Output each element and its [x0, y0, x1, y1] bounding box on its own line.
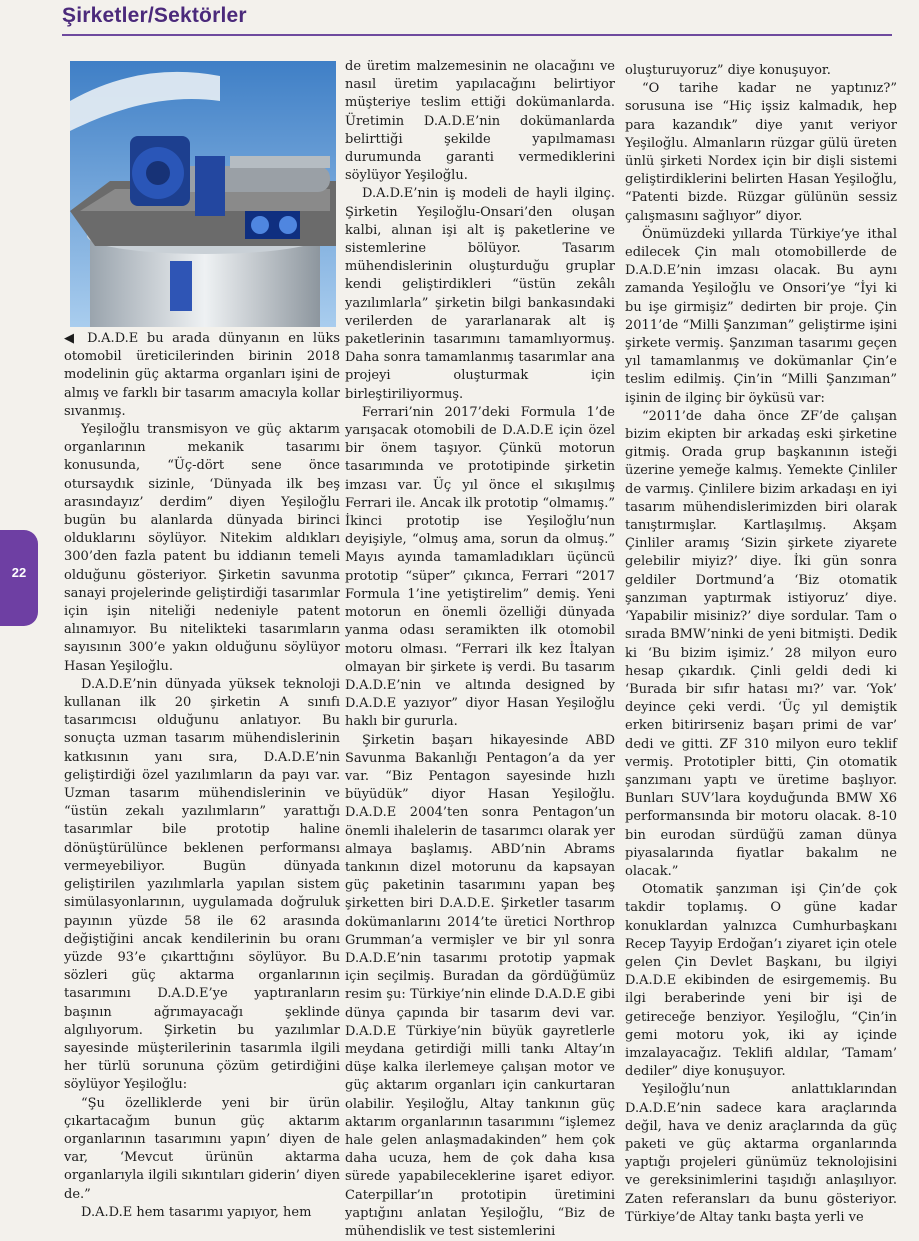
paragraph: D.A.D.E’nin iş modeli de hayli ilginç. Şirketin Yeşiloğlu-Onsari’den oluşan kalbi, alınan işi alt iş paketlerine ve sistemlerine bölüyor. Tasarım mühendislerinin oluşturduğu gruplar kendi geliştirdikleri “üstün zekâlı yazılımlarla” şirketin bilgi bankasındaki verilerden de yararlanarak alt iş paketlerinin tasarımını tamamlıyormuş. Daha sonra tamamlanmış tasarımlar ana projeyi oluşturmak için birleştiriliyormuş. — [345, 186, 615, 402]
paragraph: oluşturuyoruz” diye konuşuyor. — [625, 63, 831, 78]
quote-paragraph: “2011’de daha önce ZF’de çalışan bizim ekipten bir arkadaş eski şirketine gitmiş. Orada grup başkanının isteği üzerine yemeğe kalmış. Yemekte Çinliler de varmış. Çinlilere bizim arkadaşı en iyi tasarım mühendislerimizden biri olarak tanıştırmışlar. Kartlaşılmış. Akşam Çinliler aramış ‘Sizin şirkete ziyarete gelebilir miyiz?’ diye. İki gün sonra geldiler Dortmund’a ‘Biz otomatik şanzıman yaptırmak istiyoruz’ diye. ‘Yapabilir misiniz?’ diye sordular. Tam o sırada BMW’ninki de yeni bitmişti. Dedik ki ‘Bu bizim işimiz.’ 28 milyon euro hesap çıkardık. Çinli geldi dedi ki ‘Burada bir sıfır hatası mı?’ var. ‘Yok’ deyince çeki verdi. ‘Üç yıl demiştik erken bitirirseniz başarı primi de var’ dedi ve gitti. ZF 310 milyon euro teklif vermiş. Prototipler bitti, Çin otomatik şanzımanı yaptı ve üretime başlıyor. Bunları SUV’lara koyduğunda BMW X6 performansında bir motoru olacak. 8-10 bin eurodan sürdüğü zaman dünya piyasalarında fiyatlar bakalım ne olacak.” — [625, 408, 897, 879]
paragraph: Ferrari’nin 2017’deki Formula 1’de yarışacak otomobili de D.A.D.E için özel bir önem taşıyor. Çünkü motorun tasarımında ve prototipinde şirketin imzası var. Üç yıl önce el sıkışılmış Ferrari ile. Ancak ilk prototip “olmamış.” İkinci prototip ise Yeşiloğlu’nun deyişiyle, “olmuş ama, sorun da olmuş.” Mayıs ayında tamamladıkları üçüncü prototip “süper” çıkınca, Ferrari “2017 Formula 1’ine yetiştirelim” demiş. Yeni motorun en önemli özelliği dünyada yanma odası seramikten ilk otomobil motoru olması. “Ferrari ilk kez İtalyan olmayan bir şirkete iş verdi. Bu tasarım D.A.D.E’nin ve altında designed by D.A.D.E yazıyor” diyor Hasan Yeşiloğlu haklı bir gururla. — [345, 404, 615, 730]
paragraph: “O tarihe kadar ne yaptınız?” sorusuna ise “Hiç işsiz kalmadık, hep para kazandık” diye yanıt veriyor Yeşiloğlu. Almanların rüzgar gülü üreten ünlü şirketi Nordex için bir dişli sistemi geliştirdiklerini belirten Hasan Yeşiloğlu, “Patenti bizde. Rüzgar gülünün sessiz çalışmasını sağlıyor” diyor. — [625, 81, 897, 224]
header-divider — [62, 34, 892, 36]
paragraph: ◀ D.A.D.E bu arada dünyanın en lüks otomobil üreticilerinden birinin 2018 modelinin güç aktarma organları işini de almış ve farklı bir tasarım amacıyla kollar sıvanmış. — [64, 331, 340, 419]
article-column-2 — [345, 58, 615, 1241]
paragraph: de üretim malzemesinin ne olacağını ve nasıl üretim yapılacağını belirtiyor müşteriye teslim ettiği dokümanlarda. Üretimin D.A.D.E’nin dokümanlarda belirttiği şekilde yapılmaması durumunda garanti vermediklerini söylüyor Yeşiloğlu. — [345, 59, 615, 184]
quote-paragraph: “Şu özelliklerde yeni bir ürün çıkartacağım bunun güç aktarım organlarının tasarımını yapın’ diyen de var, ‘Mevcut ürünün aktarma organlarıyla ilgili sıkıntıları giderin’ diyen de.” — [64, 1095, 340, 1202]
paragraph: Yeşiloğlu’nun anlattıklarından D.A.D.E’nin sadece kara araçlarında değil, hava ve deniz araçlarında da güç paketi ve güç aktarma organlarında yaptığı projeleri günümüz teknolojisini ve gereksinimlerini taşıdığı anlaşılıyor. Zaten referansları da bunu gösteriyor. Türkiye’de Altay tankı başta yerli ve — [625, 1082, 897, 1225]
paragraph: Önümüzdeki yıllarda Türkiye’ye ithal edilecek Çin malı otomobillerde de D.A.D.E’nin imzası olacak. Bu aynı zamanda Yeşiloğlu ve Onsori’ye “İyi ki bu işe girmişiz” dedirten bir proje. Çin 2011’de “Milli Şanzıman” geliştirme işini şirkete vermiş. Şanzıman tasarımı geçen yıl tamamlanmış ve dokümanlar Çin’e teslim edilmiş. Çin’in “Milli Şanzıman” işinin de ilginç bir öyküsü var: — [625, 226, 897, 406]
gearbox-machinery-image — [70, 61, 336, 327]
photo-illustration — [70, 61, 336, 327]
page-number: 22 — [11, 565, 27, 580]
section-title: Şirketler/Sektörler — [62, 4, 247, 27]
paragraph: Şirketin başarı hikayesinde ABD Savunma Bakanlığı Pentagon’a da yer var. “Biz Pentagon sayesinde hızlı büyüdük” diyor Hasan Yeşiloğlu. D.A.D.E 2004’ten sonra Pentagon’un önemli ihalelerin de tasarımcı olarak yer almaya başlamış. ABD’nin Abrams tankının dizel motorunu da kapsayan güç paketinin tasarımını yapan beş şirketten biri D.A.D.E. Şirketler tasarım dokümanlarını 2014’te üretici Northrop Grumman’a vermişler ve bir yıl sonra D.A.D.E’nin tasarımı prototip yapmak için seçilmiş. Buradan da gördüğümüz resim şu: Türkiye’nin elinde D.A.D.E gibi dünya çapında bir tasarım devi var. D.A.D.E Türkiye’nin büyük gayretlerle meydana getirdiği milli tankı Altay’ın düşe kalka ilerlemeye çalışan motor ve güç aktarım organları için cankurtaran olabilir. Yeşiloğlu, Altay tankının güç aktarım organlarının tasarımını “işlemez hale gelen anlaşmadakinden” hem çok daha ucuza, hem de çok daha kısa sürede yapabileceklerine işaret ediyor. Caterpillar’ın prototipin üretimini yaptığını anlatan Yeşiloğlu, “Biz de mühendislik ve test sistemlerini — [345, 732, 615, 1239]
paragraph: D.A.D.E hem tasarımı yapıyor, hem — [81, 1204, 312, 1220]
article-column-1 — [64, 330, 340, 1222]
paragraph: D.A.D.E’nin dünyada yüksek teknoloji kullanan ilk 20 şirketin A sınıfı tasarımcısı olduğunu anlatıyor. Bu sonuçta uzman tasarım mühendislerinin katkısının yanı sıra, D.A.D.E’nin geliştirdiği özel yazılımların da payı var. Uzman tasarım mühendislerinin ve “üstün zekalı yazılımların” yarattığı tasarımlar bile prototip haline dönüştürülünce beklenen performansı vermeyebiliyor. Bugün dünyada geliştirilen yazılımlarla yapılan sistem simülasyonlarının, uygulamada doğruluk payının yüzde 58 ile 62 arasında değiştiğini ancak kendilerinin bu oranı yüzde 93’e çıkarttığını söylüyor. Bu sözleri güç aktarma organlarının tasarımını D.A.D.E’ye yaptıranların başının ağrımayacağı şeklinde algılıyorum. Şirketin bu yazılımlar sayesinde müşterilerinin tasarımla ilgili her türlü sorununa çözüm getirdiğini söylüyor Yeşiloğlu: — [64, 676, 340, 1093]
article-column-3 — [625, 62, 897, 1227]
paragraph: Yeşiloğlu transmisyon ve güç aktarım organlarının mekanik tasarımı konusunda, “Üç-dört sene önce otursaydık sizinle, ‘Dünyada ilk beş arasındayız’ derdim” diyen Yeşiloğlu bugün bu alanlarda dünyada birinci olduklarını söylüyor. Nitekim aldıkları 300’den fazla patent bu iddianın temeli olduğunu gösteriyor. Şirketin savunma sanayi projelerinde geliştirdiği tasarımlar için işin niteliği nedeniyle patent alınamıyor. Bu nitelikteki tasarımların sayısının 300’e yakın olduğunu söylüyor Hasan Yeşiloğlu. — [64, 422, 340, 674]
paragraph: Otomatik şanzıman işi Çin’de çok takdir toplamış. O güne kadar konuklardan yalnızca Cumhurbaşkanı Recep Tayyip Erdoğan’ı ziyaret için otele gelen Çin Devlet Başkanı, bu ilgiyi D.A.D.E ekibinden de esirgememiş. Bu ilgi beraberinde yeni bir işi de getireceğe benziyor. Yeşiloğlu, “Çin’in gemi motoru yok, iki ay içinde imzalayacağız. Teklifi aldılar, ‘Tamam’ dediler” diye konuşuyor. — [625, 882, 897, 1080]
